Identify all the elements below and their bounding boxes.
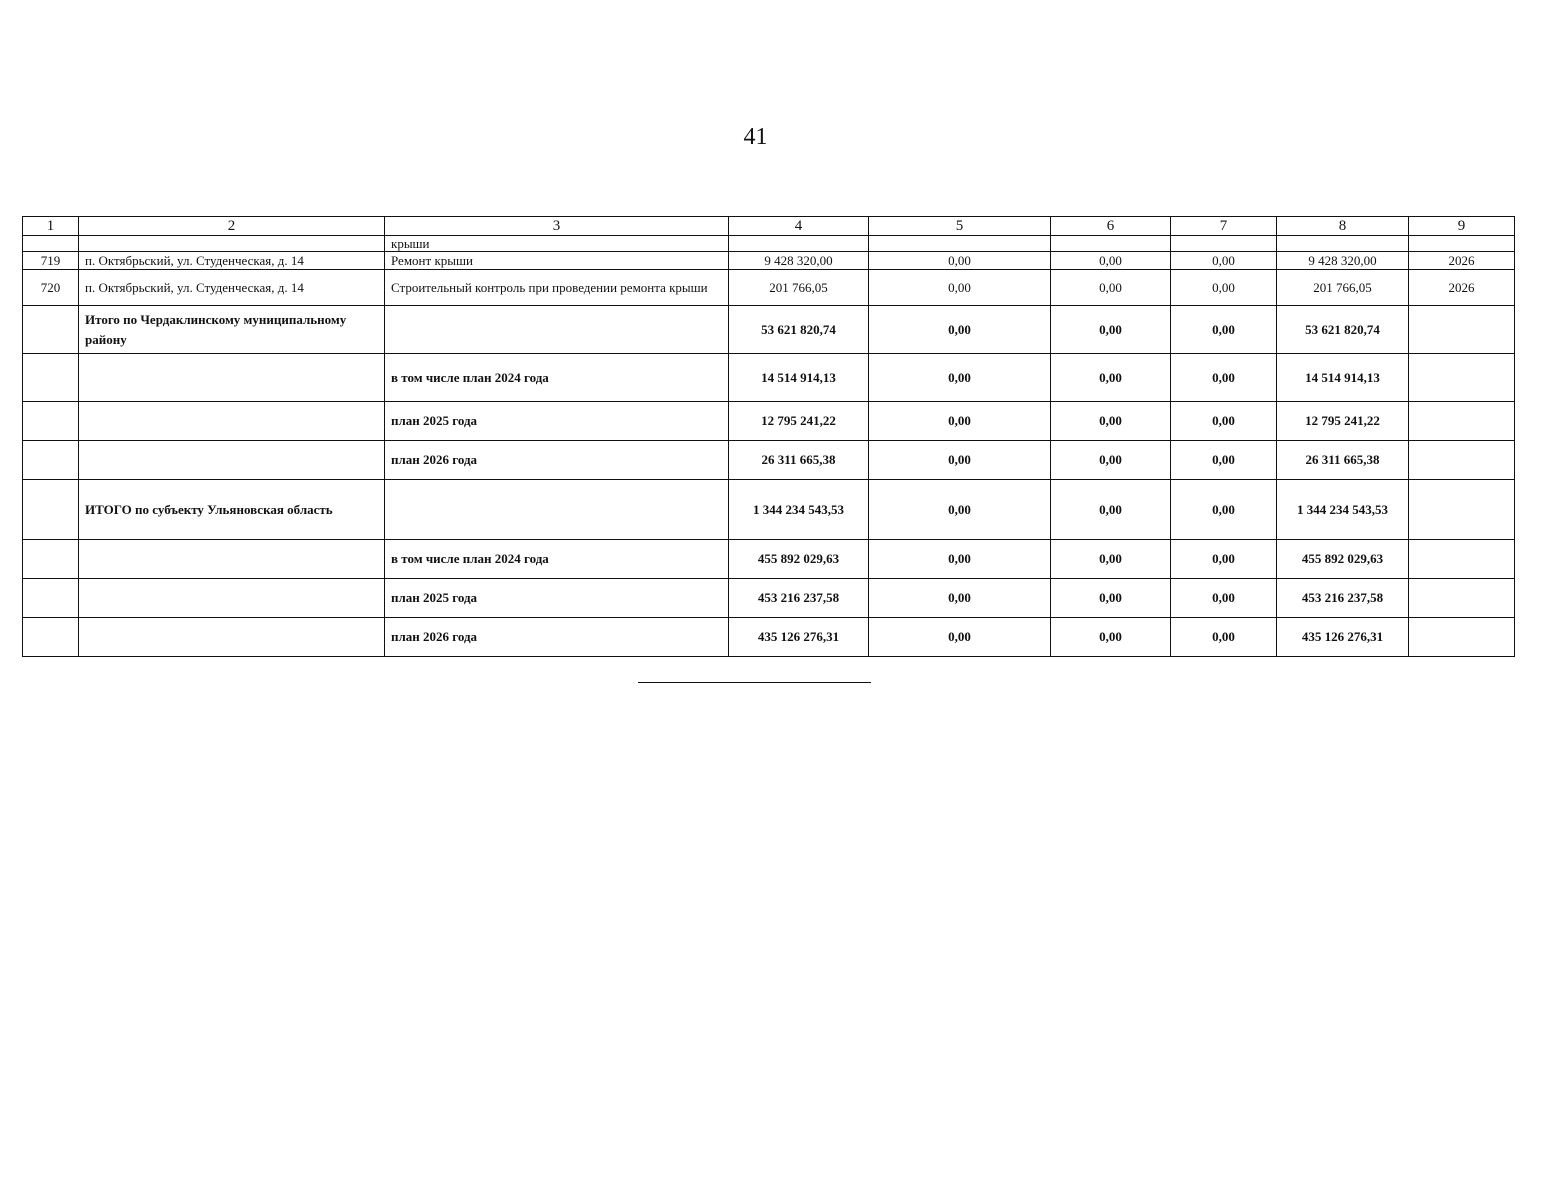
cell-year bbox=[1409, 618, 1515, 657]
cell-value: 0,00 bbox=[1051, 354, 1171, 402]
table-row bbox=[23, 306, 1515, 354]
cell-amount: 12 795 241,22 bbox=[1277, 402, 1409, 441]
cell-year bbox=[1409, 354, 1515, 402]
cell-year: 2026 bbox=[1409, 252, 1515, 270]
cell-work-type: в том числе план 2024 года bbox=[385, 354, 729, 402]
cell-work-type bbox=[385, 480, 729, 540]
cell-total: 12 795 241,22 bbox=[729, 402, 869, 441]
cell-value: 0,00 bbox=[1051, 402, 1171, 441]
cell-value: 0,00 bbox=[869, 540, 1051, 579]
cell-work-type: Ремонт крыши bbox=[385, 252, 729, 270]
table-row bbox=[23, 441, 1515, 480]
closing-rule bbox=[638, 682, 871, 683]
cell-number bbox=[23, 402, 79, 441]
page-number: 41 bbox=[743, 124, 768, 150]
cell-value: 0,00 bbox=[1171, 579, 1277, 618]
cell-total: 14 514 914,13 bbox=[729, 354, 869, 402]
cell-total: 53 621 820,74 bbox=[729, 306, 869, 354]
cell-value: 0,00 bbox=[1051, 579, 1171, 618]
cell-work-type: крыши bbox=[385, 236, 729, 252]
table-row bbox=[23, 540, 1515, 579]
cell-value: 0,00 bbox=[869, 270, 1051, 306]
cell-address bbox=[79, 540, 385, 579]
cell-value: 0,00 bbox=[869, 618, 1051, 657]
cell-value: 0,00 bbox=[869, 252, 1051, 270]
cell-work-type: в том числе план 2024 года bbox=[385, 540, 729, 579]
cell-work-type: план 2025 года bbox=[385, 579, 729, 618]
cell-number: 719 bbox=[23, 252, 79, 270]
column-header: 2 bbox=[79, 217, 385, 236]
cell-address: Итого по Чердаклинскому муниципальному району bbox=[79, 306, 385, 354]
cell-value: 0,00 bbox=[1051, 480, 1171, 540]
cell-year bbox=[1409, 480, 1515, 540]
cell-work-type: Строительный контроль при проведении ремонта крыши bbox=[385, 270, 729, 306]
cell-address bbox=[79, 402, 385, 441]
cell-address: п. Октябрьский, ул. Студенческая, д. 14 bbox=[79, 252, 385, 270]
cell-address bbox=[79, 236, 385, 252]
column-header: 9 bbox=[1409, 217, 1515, 236]
cell-address bbox=[79, 441, 385, 480]
cell-value: 0,00 bbox=[1171, 270, 1277, 306]
cell-work-type: план 2025 года bbox=[385, 402, 729, 441]
cell-total: 1 344 234 543,53 bbox=[729, 480, 869, 540]
cell-value: 0,00 bbox=[1171, 480, 1277, 540]
column-header: 1 bbox=[23, 217, 79, 236]
cell-value bbox=[1171, 236, 1277, 252]
cell-address bbox=[79, 579, 385, 618]
cell-number bbox=[23, 579, 79, 618]
cell-number bbox=[23, 480, 79, 540]
table-row bbox=[23, 480, 1515, 540]
column-header: 5 bbox=[869, 217, 1051, 236]
cell-amount: 9 428 320,00 bbox=[1277, 252, 1409, 270]
cell-year bbox=[1409, 306, 1515, 354]
cell-value: 0,00 bbox=[1051, 441, 1171, 480]
cell-amount: 455 892 029,63 bbox=[1277, 540, 1409, 579]
cell-value: 0,00 bbox=[1171, 618, 1277, 657]
cell-value bbox=[1051, 236, 1171, 252]
cell-year bbox=[1409, 441, 1515, 480]
cell-value: 0,00 bbox=[1171, 402, 1277, 441]
cell-value bbox=[869, 236, 1051, 252]
table-row bbox=[23, 252, 1515, 270]
cell-year: 2026 bbox=[1409, 270, 1515, 306]
table-row bbox=[23, 270, 1515, 306]
cell-number bbox=[23, 618, 79, 657]
header-row bbox=[23, 217, 1515, 236]
cell-address: ИТОГО по субъекту Ульяновская область bbox=[79, 480, 385, 540]
cell-address bbox=[79, 618, 385, 657]
table-row bbox=[23, 402, 1515, 441]
cell-number bbox=[23, 441, 79, 480]
cell-value: 0,00 bbox=[1171, 354, 1277, 402]
column-header: 6 bbox=[1051, 217, 1171, 236]
cell-address: п. Октябрьский, ул. Студенческая, д. 14 bbox=[79, 270, 385, 306]
cell-address bbox=[79, 354, 385, 402]
cell-number bbox=[23, 306, 79, 354]
cell-year bbox=[1409, 236, 1515, 252]
cell-value: 0,00 bbox=[1171, 441, 1277, 480]
cell-value: 0,00 bbox=[869, 354, 1051, 402]
cell-value: 0,00 bbox=[1051, 618, 1171, 657]
cell-value: 0,00 bbox=[869, 402, 1051, 441]
cell-value: 0,00 bbox=[1051, 540, 1171, 579]
cell-total bbox=[729, 236, 869, 252]
cell-number bbox=[23, 236, 79, 252]
table-row bbox=[23, 618, 1515, 657]
cell-amount: 53 621 820,74 bbox=[1277, 306, 1409, 354]
column-header: 7 bbox=[1171, 217, 1277, 236]
cell-total: 9 428 320,00 bbox=[729, 252, 869, 270]
cell-number bbox=[23, 354, 79, 402]
table-row bbox=[23, 354, 1515, 402]
cell-total: 453 216 237,58 bbox=[729, 579, 869, 618]
data-table bbox=[22, 216, 1515, 657]
column-header: 3 bbox=[385, 217, 729, 236]
cell-value: 0,00 bbox=[1051, 306, 1171, 354]
cell-number: 720 bbox=[23, 270, 79, 306]
cell-total: 201 766,05 bbox=[729, 270, 869, 306]
cell-total: 435 126 276,31 bbox=[729, 618, 869, 657]
table-row bbox=[23, 236, 1515, 252]
cell-value: 0,00 bbox=[869, 579, 1051, 618]
cell-work-type bbox=[385, 306, 729, 354]
column-header: 4 bbox=[729, 217, 869, 236]
cell-year bbox=[1409, 579, 1515, 618]
cell-work-type: план 2026 года bbox=[385, 441, 729, 480]
table-row bbox=[23, 579, 1515, 618]
cell-year bbox=[1409, 540, 1515, 579]
cell-amount: 14 514 914,13 bbox=[1277, 354, 1409, 402]
cell-amount: 453 216 237,58 bbox=[1277, 579, 1409, 618]
cell-value: 0,00 bbox=[869, 306, 1051, 354]
cell-amount: 201 766,05 bbox=[1277, 270, 1409, 306]
column-header: 8 bbox=[1277, 217, 1409, 236]
cell-amount: 1 344 234 543,53 bbox=[1277, 480, 1409, 540]
cell-total: 455 892 029,63 bbox=[729, 540, 869, 579]
cell-year bbox=[1409, 402, 1515, 441]
cell-value: 0,00 bbox=[1171, 306, 1277, 354]
cell-amount: 26 311 665,38 bbox=[1277, 441, 1409, 480]
cell-value: 0,00 bbox=[869, 480, 1051, 540]
cell-value: 0,00 bbox=[1051, 270, 1171, 306]
cell-value: 0,00 bbox=[869, 441, 1051, 480]
cell-amount bbox=[1277, 236, 1409, 252]
cell-number bbox=[23, 540, 79, 579]
cell-value: 0,00 bbox=[1051, 252, 1171, 270]
cell-total: 26 311 665,38 bbox=[729, 441, 869, 480]
cell-amount: 435 126 276,31 bbox=[1277, 618, 1409, 657]
cell-value: 0,00 bbox=[1171, 252, 1277, 270]
cell-work-type: план 2026 года bbox=[385, 618, 729, 657]
cell-value: 0,00 bbox=[1171, 540, 1277, 579]
